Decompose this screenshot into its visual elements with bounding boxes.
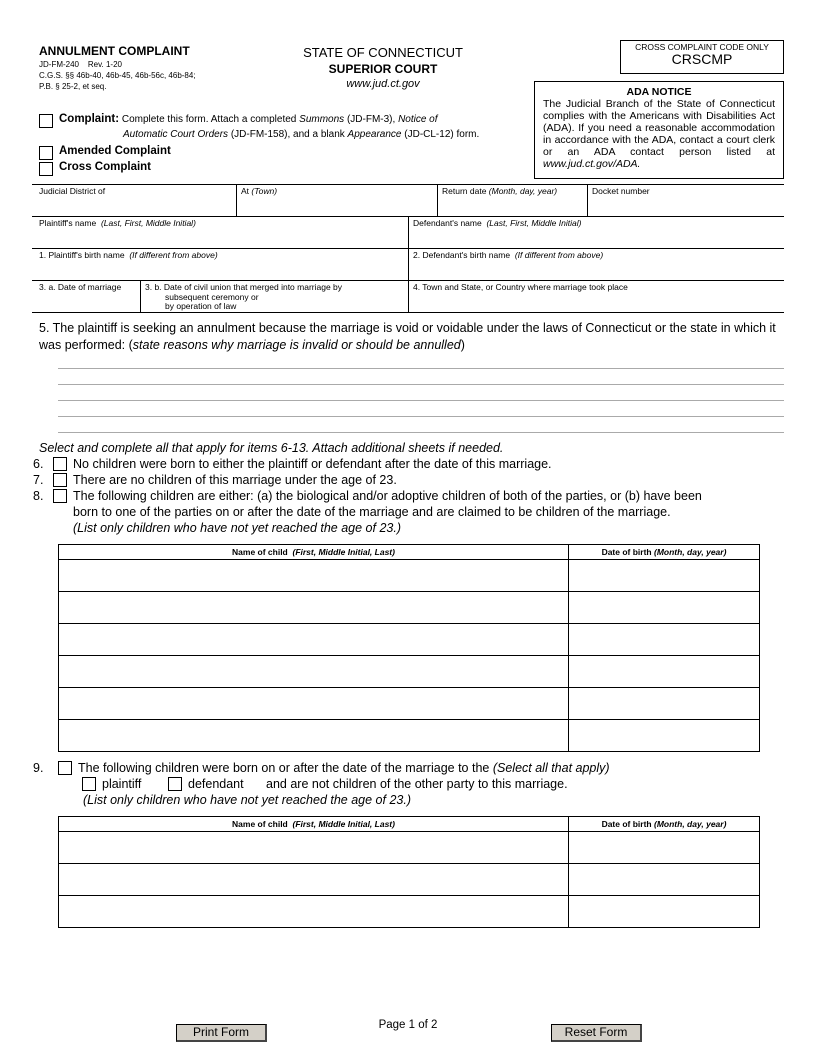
col-name-hint: (First, Middle Initial, Last) xyxy=(292,819,395,829)
child-dob-cell[interactable] xyxy=(569,560,760,592)
ada-body-text: The Judicial Branch of the State of Connecticut complies with the Americans with Disabilities Act (ADA). If you need a reasonable accommodation in accordance with the ADA, contact a court clerk or an ADA contact person listed at xyxy=(543,98,775,158)
col-date-of-birth xyxy=(569,545,760,560)
defendant-birth-hint: (If different from above) xyxy=(514,250,604,260)
return-date-label xyxy=(442,186,557,196)
col-child-name xyxy=(59,545,569,560)
state-name: STATE OF CONNECTICUT xyxy=(303,45,463,60)
civil-union-line-1: 3. b. Date of civil union that merged into marriage by xyxy=(145,282,343,292)
ada-body xyxy=(535,98,783,170)
automatic-orders-ref: Automatic Court Orders xyxy=(123,129,229,140)
child-dob-cell[interactable] xyxy=(569,656,760,688)
item-5-hint: state reasons why marriage is invalid or should be annulled xyxy=(132,338,461,352)
form-number: JD-FM-240 Rev. 1-20 xyxy=(39,60,122,69)
date-of-marriage-label: 3. a. Date of marriage xyxy=(39,282,122,292)
return-date-hint: (Month, day, year) xyxy=(488,186,558,196)
court-website: www.jud.ct.gov xyxy=(346,78,420,90)
reason-line[interactable] xyxy=(58,384,784,385)
item-9-checkbox[interactable] xyxy=(58,761,72,775)
place-of-marriage-input[interactable] xyxy=(411,294,782,310)
table-row xyxy=(59,832,760,864)
complaint-checkbox[interactable] xyxy=(39,114,53,128)
town-input[interactable] xyxy=(239,196,434,214)
print-form-button[interactable]: Print Form xyxy=(176,1024,267,1042)
col-dob-hint: (Month, day, year) xyxy=(654,547,727,557)
defendant-name-text: Defendant's name xyxy=(413,218,482,228)
item-7-text: There are no children of this marriage under the age of 23. xyxy=(73,473,397,487)
plaintiff-name-label xyxy=(39,218,196,228)
summons-ref: Summons xyxy=(299,114,345,125)
item-8-checkbox[interactable] xyxy=(53,489,67,503)
at-label: At xyxy=(241,186,250,196)
notice-of-ref: Notice of xyxy=(398,114,438,125)
return-date-text: Return date xyxy=(442,186,487,196)
practice-book: P.B. § 25-2, et seq. xyxy=(39,82,107,91)
plaintiff-option-label: plaintiff xyxy=(102,777,142,791)
complaint-row-2 xyxy=(123,129,479,140)
table-row xyxy=(59,720,760,752)
ada-title: ADA NOTICE xyxy=(626,86,692,98)
reset-form-button[interactable]: Reset Form xyxy=(551,1024,642,1042)
col-name-text: Name of child xyxy=(232,819,288,829)
defendant-checkbox[interactable] xyxy=(168,777,182,791)
child-dob-cell[interactable] xyxy=(569,864,760,896)
table-row xyxy=(59,624,760,656)
item-9-text xyxy=(78,761,610,775)
item-6-text: No children were born to either the plaintiff or defendant after the date of this marriage. xyxy=(73,457,552,471)
item-7-number: 7. xyxy=(33,473,44,487)
reason-line[interactable] xyxy=(58,416,784,417)
grid-divider xyxy=(236,184,237,216)
defendant-birth-text: 2. Defendant's birth name xyxy=(413,250,511,260)
docket-label: Docket number xyxy=(592,186,650,196)
civil-union-line-2: subsequent ceremony or xyxy=(165,291,259,302)
item-6-checkbox[interactable] xyxy=(53,457,67,471)
return-date-input[interactable] xyxy=(440,196,584,214)
grid-divider xyxy=(140,280,141,312)
complaint-row xyxy=(59,113,438,125)
child-dob-cell[interactable] xyxy=(569,624,760,656)
ada-notice xyxy=(534,81,784,179)
col-name-hint: (First, Middle Initial, Last) xyxy=(292,547,395,557)
col-date-of-birth xyxy=(569,817,760,832)
col-child-name xyxy=(59,817,569,832)
plaintiff-birth-label xyxy=(39,250,218,260)
grid-line-top xyxy=(32,184,784,185)
children-table-2 xyxy=(58,816,760,928)
item-8-line-1: The following children are either: (a) the biological and/or adoptive children of both of the parties, or (b) have been xyxy=(73,489,702,503)
form-title: ANNULMENT COMPLAINT xyxy=(39,44,190,58)
place-of-marriage-label: 4. Town and State, or Country where marriage took place xyxy=(413,282,628,292)
item-5-body: 5. The plaintiff is seeking an annulment because the marriage is void or voidable under the laws of Connecticut or the state in which it was performed: ( xyxy=(39,321,776,352)
plaintiff-birth-input[interactable] xyxy=(37,260,405,278)
defendant-option-label: defendant xyxy=(188,777,244,791)
table-row xyxy=(59,688,760,720)
table-row xyxy=(59,864,760,896)
item-8-number: 8. xyxy=(33,489,44,503)
defendant-birth-label xyxy=(413,250,603,260)
child-name-cell[interactable] xyxy=(59,656,569,688)
plaintiff-birth-text: 1. Plaintiff's birth name xyxy=(39,250,125,260)
docket-input[interactable] xyxy=(590,196,782,214)
child-dob-cell[interactable] xyxy=(569,688,760,720)
plaintiff-checkbox[interactable] xyxy=(82,777,96,791)
item-9-hint: (Select all that apply) xyxy=(492,761,610,775)
statutes: C.G.S. §§ 46b-40, 46b-45, 46b-56c, 46b-84; xyxy=(39,71,196,80)
amended-complaint-label: Amended Complaint xyxy=(59,145,171,157)
children-instructions: Select and complete all that apply for items 6-13. Attach additional sheets if needed. xyxy=(39,441,504,455)
complaint-text-1: Complete this form. Attach a completed xyxy=(121,114,297,125)
table-row xyxy=(59,896,760,928)
amended-complaint-checkbox[interactable] xyxy=(39,146,53,160)
plaintiff-birth-hint: (If different from above) xyxy=(129,250,218,260)
grid-divider xyxy=(437,184,438,216)
civil-union-line-3: by operation of law xyxy=(165,301,237,311)
reason-line[interactable] xyxy=(58,432,784,433)
grid-line-5 xyxy=(32,312,784,313)
item-9-tail: and are not children of the other party to this marriage. xyxy=(266,777,568,791)
child-name-cell[interactable] xyxy=(59,688,569,720)
defendant-birth-input[interactable] xyxy=(411,260,782,278)
item-5-close: ) xyxy=(460,338,465,352)
town-label xyxy=(241,186,277,196)
item-9-line-3: (List only children who have not yet reached the age of 23.) xyxy=(83,793,411,807)
plaintiff-name-input[interactable] xyxy=(37,228,405,246)
child-name-cell[interactable] xyxy=(59,592,569,624)
table-row xyxy=(59,656,760,688)
defendant-name-label xyxy=(413,218,581,228)
child-name-cell[interactable] xyxy=(59,624,569,656)
appearance-ref: Appearance xyxy=(347,129,402,140)
table-row xyxy=(59,592,760,624)
defendant-name-input[interactable] xyxy=(411,228,782,246)
col-dob-text: Date of birth xyxy=(601,547,652,557)
child-dob-cell[interactable] xyxy=(569,592,760,624)
table-row xyxy=(59,560,760,592)
child-dob-cell[interactable] xyxy=(569,720,760,752)
judicial-district-input[interactable] xyxy=(37,196,233,214)
cross-complaint-label: Cross Complaint xyxy=(59,161,152,173)
item-7-checkbox[interactable] xyxy=(53,473,67,487)
defendant-name-hint: (Last, First, Middle Initial) xyxy=(486,218,582,228)
child-name-cell[interactable] xyxy=(59,864,569,896)
grid-divider xyxy=(587,184,588,216)
page-number: Page 1 of 2 xyxy=(378,1019,438,1031)
child-name-cell[interactable] xyxy=(59,896,569,928)
item-8-line-2: born to one of the parties on or after the date of the marriage and are claimed to be children of the marriage. xyxy=(73,505,671,519)
grid-divider xyxy=(408,216,409,312)
item-8-line-3: (List only children who have not yet reached the age of 23.) xyxy=(73,521,401,535)
table-header xyxy=(59,545,760,560)
col-name-text: Name of child xyxy=(232,547,288,557)
date-of-marriage-input[interactable] xyxy=(37,294,137,310)
judicial-district-label: Judicial District of xyxy=(39,186,106,196)
cross-complaint-checkbox[interactable] xyxy=(39,162,53,176)
at-hint: (Town) xyxy=(251,186,278,196)
complaint-text-3: (JD-FM-158), and a blank xyxy=(230,129,345,140)
ada-link[interactable]: www.jud.ct.gov/ADA. xyxy=(543,158,641,170)
child-dob-cell[interactable] xyxy=(569,832,760,864)
item-5-text xyxy=(39,320,784,354)
table-header xyxy=(59,817,760,832)
complaint-text-4: (JD-CL-12) form. xyxy=(404,129,480,140)
complaint-label: Complaint: xyxy=(59,113,120,125)
code-label: CROSS COMPLAINT CODE ONLY xyxy=(635,42,769,52)
child-name-cell[interactable] xyxy=(59,832,569,864)
complaint-text-2: (JD-FM-3), xyxy=(346,114,396,125)
court-name: SUPERIOR COURT xyxy=(328,62,438,76)
code-value: CRSCMP xyxy=(671,51,733,67)
child-name-cell[interactable] xyxy=(59,720,569,752)
child-dob-cell[interactable] xyxy=(569,896,760,928)
col-dob-text: Date of birth xyxy=(601,819,652,829)
children-table-1 xyxy=(58,544,760,752)
item-6-number: 6. xyxy=(33,457,44,471)
child-name-cell[interactable] xyxy=(59,560,569,592)
code-box xyxy=(620,40,784,74)
plaintiff-name-hint: (Last, First, Middle Initial) xyxy=(100,218,196,228)
item-9-body: The following children were born on or after the date of the marriage to the xyxy=(78,761,490,775)
col-dob-hint: (Month, day, year) xyxy=(654,819,727,829)
reason-line[interactable] xyxy=(58,400,784,401)
civil-union-label xyxy=(145,283,342,312)
item-9-number: 9. xyxy=(33,761,44,775)
reason-line[interactable] xyxy=(58,368,784,369)
plaintiff-name-text: Plaintiff's name xyxy=(39,218,97,228)
